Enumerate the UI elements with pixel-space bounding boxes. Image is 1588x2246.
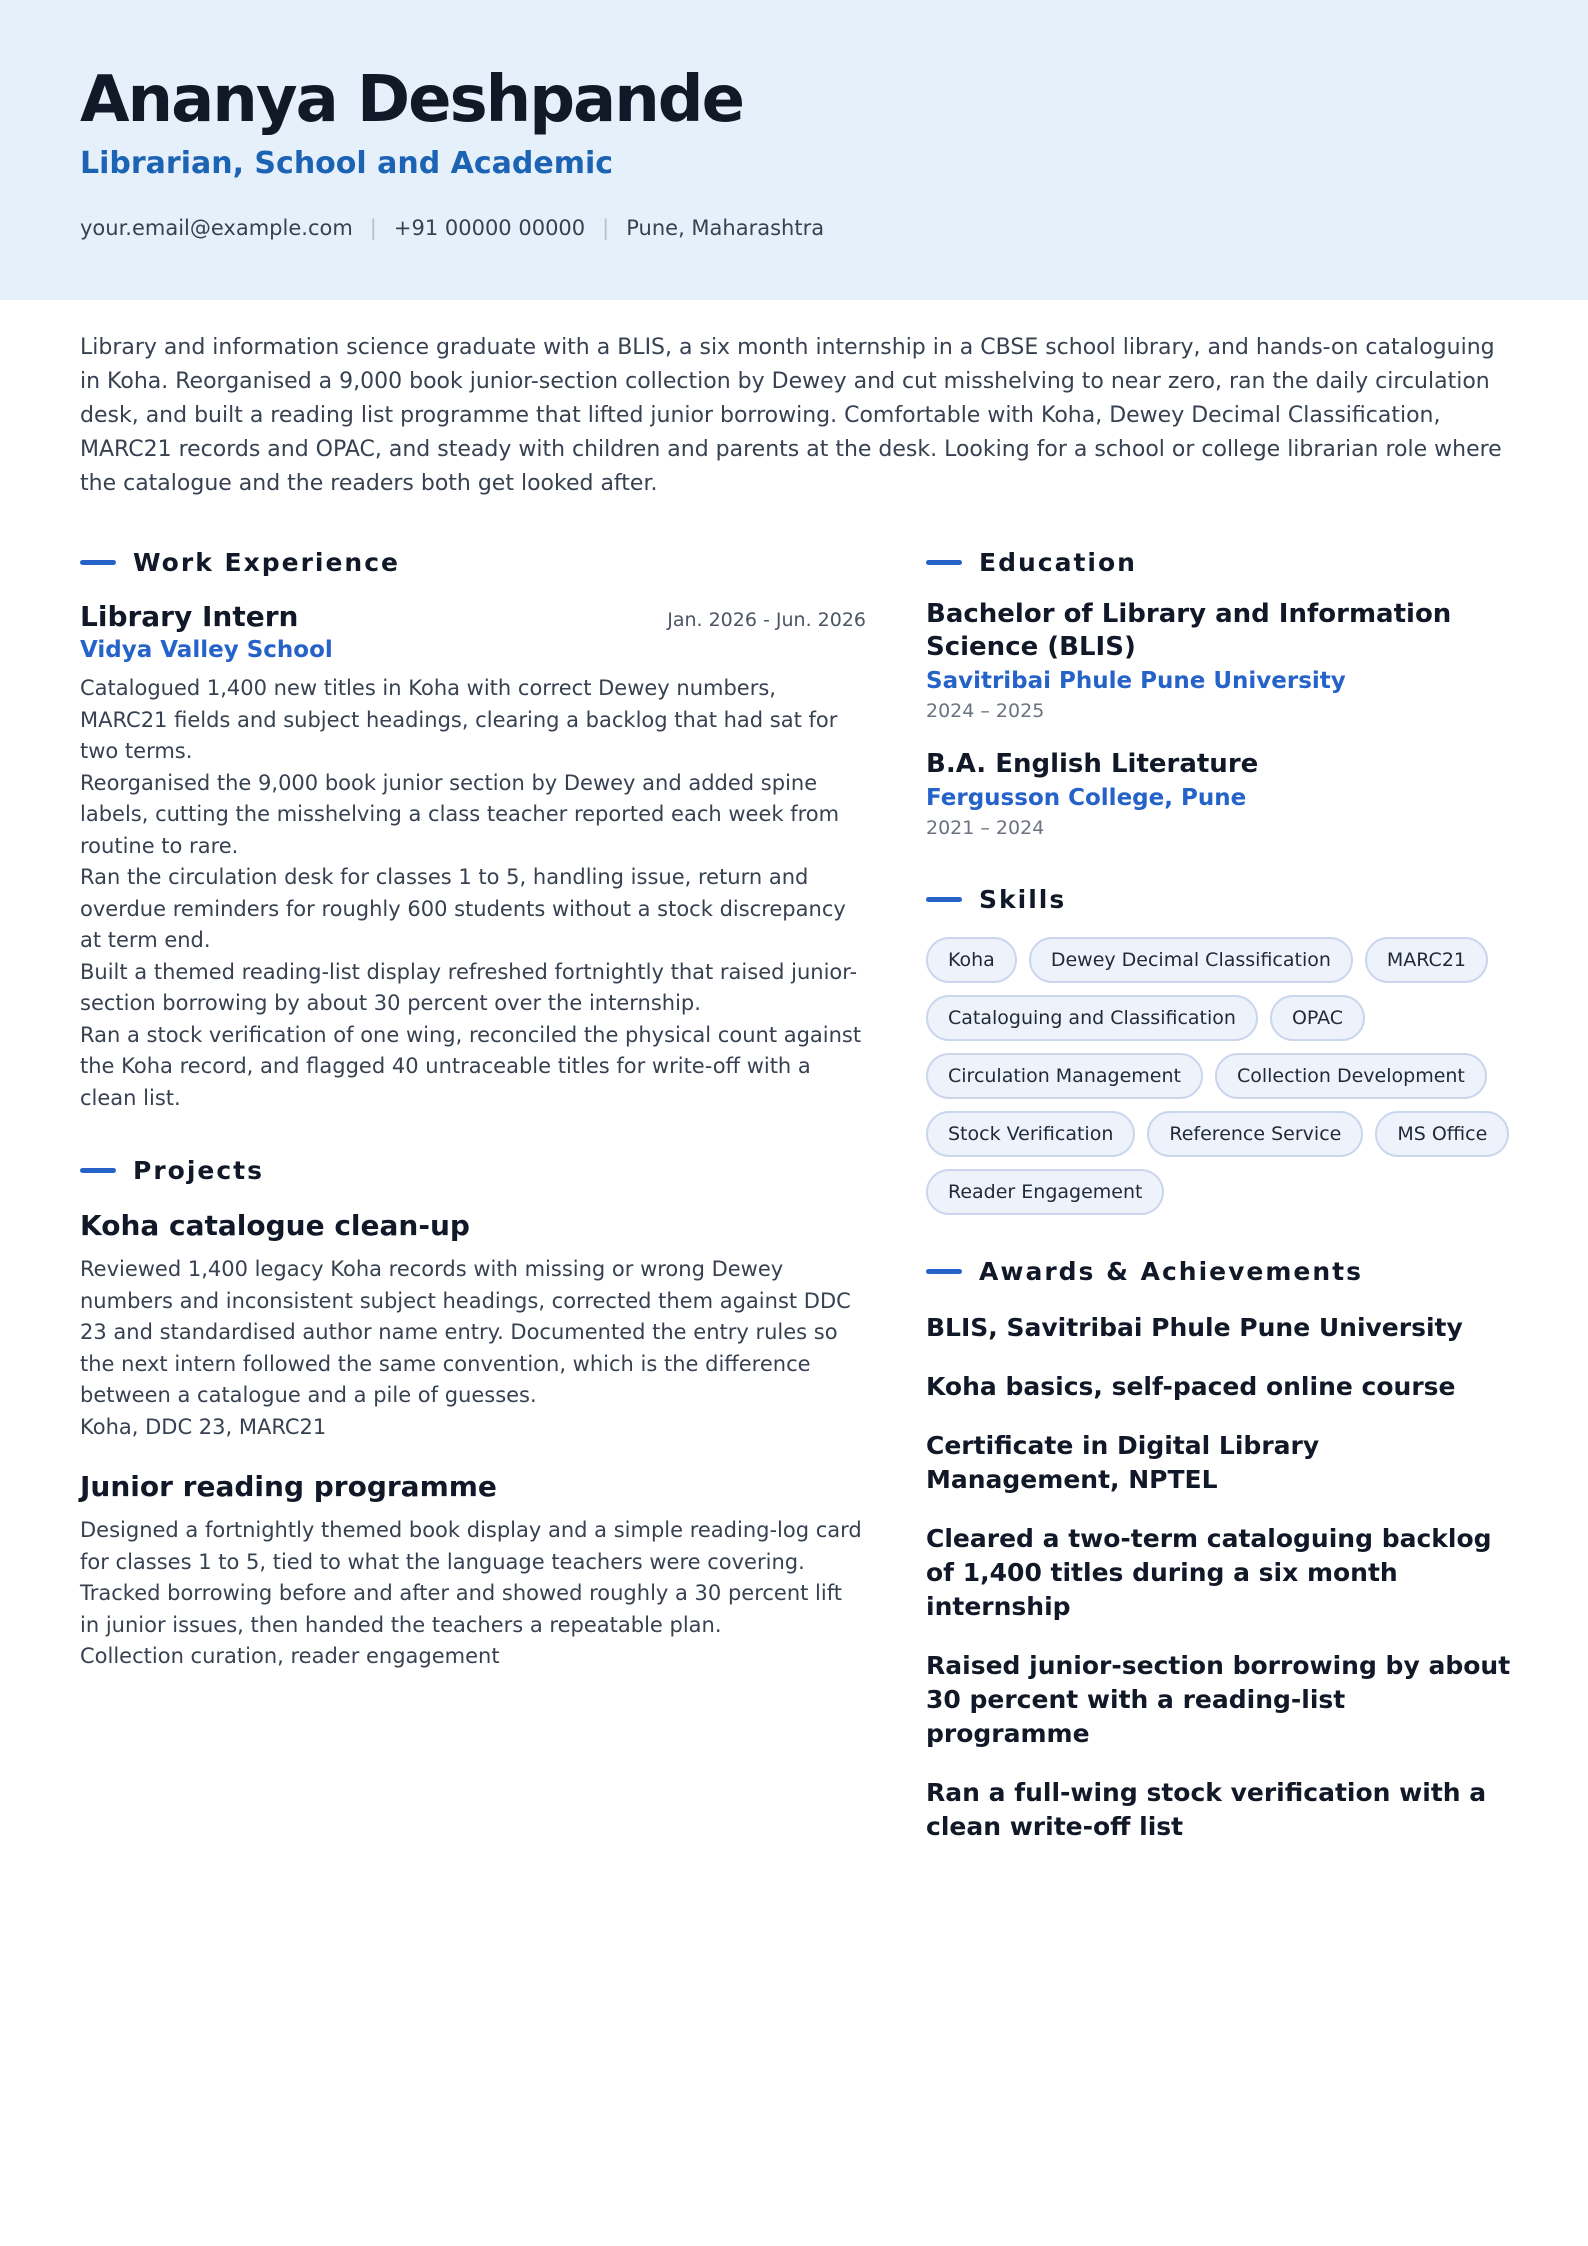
contact-line: [80, 213, 824, 243]
job-bullet: Ran the circulation desk for classes 1 to 5, handling issue, return and overdue reminders for roughly 600 students without a stock discrepancy at term end.: [80, 865, 846, 952]
section-title: Work Experience: [133, 547, 400, 577]
job-role: Library Intern: [80, 600, 299, 633]
section-header-work: [80, 540, 866, 584]
contact-separator: |: [369, 216, 377, 240]
job-bullet: Ran a stock verification of one wing, reconciled the physical count against the Koha record, and flagged 40 untraceable titles for write-off with a clean list.: [80, 1022, 862, 1110]
job-bullet: Catalogued 1,400 new titles in Koha with correct Dewey numbers, MARC21 fields and subject headings, clearing a backlog that had sat for two terms.: [80, 676, 838, 763]
education-entry: [926, 748, 1516, 843]
education-years: 2021 – 2024: [926, 817, 1045, 839]
section-title: Awards & Achievements: [979, 1256, 1364, 1286]
institution: Fergusson College, Pune: [926, 785, 1247, 811]
section-header-awards: [926, 1249, 1516, 1293]
skill-chip: Reader Engagement: [926, 1169, 1164, 1215]
job-title: Librarian, School and Academic: [80, 146, 614, 181]
job-bullets: [80, 673, 866, 1114]
skill-chip: OPAC: [1270, 995, 1365, 1041]
awards-list: [926, 1311, 1516, 1844]
skill-chip: Reference Service: [1147, 1111, 1363, 1157]
skill-chip: Collection Development: [1215, 1053, 1487, 1099]
location: Pune, Maharashtra: [626, 216, 825, 240]
section-accent-bar: [80, 1168, 116, 1173]
job-header: [80, 600, 866, 633]
section-title: Skills: [979, 884, 1067, 914]
job-organisation: Vidya Valley School: [80, 637, 333, 663]
skill-chip: Stock Verification: [926, 1111, 1135, 1157]
left-column: [80, 540, 866, 1673]
job-dates: Jan. 2026 - Jun. 2026: [667, 609, 866, 631]
skills-list: [926, 937, 1516, 1215]
section-header-skills: [926, 877, 1516, 921]
section-title: Projects: [133, 1155, 265, 1185]
contact-separator: |: [602, 216, 610, 240]
project-name: Koha catalogue clean-up: [80, 1209, 470, 1242]
award-item: Koha basics, self-paced online course: [926, 1372, 1456, 1401]
project-entry: [80, 1206, 866, 1443]
project-entry: [80, 1467, 866, 1673]
email[interactable]: your.email@example.com: [80, 216, 353, 240]
section-accent-bar: [926, 560, 962, 565]
section-accent-bar: [926, 897, 962, 902]
section-header-projects: [80, 1148, 866, 1192]
section-accent-bar: [926, 1269, 962, 1274]
degree: Bachelor of Library and Information Science (BLIS): [926, 599, 1452, 662]
section-accent-bar: [80, 560, 116, 565]
section-title: Education: [979, 547, 1137, 577]
phone[interactable]: +91 00000 00000: [393, 216, 586, 240]
award-item: Ran a full-wing stock verification with a clean write-off list: [926, 1778, 1487, 1841]
skill-chip: Dewey Decimal Classification: [1029, 937, 1353, 983]
institution: Savitribai Phule Pune University: [926, 668, 1346, 694]
award-item: BLIS, Savitribai Phule Pune University: [926, 1313, 1463, 1342]
skill-chip: Circulation Management: [926, 1053, 1203, 1099]
project-tags: Collection curation, reader engagement: [80, 1644, 500, 1668]
project-description: Designed a fortnightly themed book display and a simple reading-log card for classes 1 to 5, tied to what the language teachers were covering. Tracked borrowing before and after and showed roughly a 30 percent lift in junior issues, then handed the teachers a repeatable plan.: [80, 1518, 862, 1637]
skill-chip: Koha: [926, 937, 1017, 983]
award-item: Cleared a two-term cataloguing backlog of 1,400 titles during a six month internship: [926, 1524, 1492, 1621]
skill-chip: MS Office: [1375, 1111, 1509, 1157]
section-header-education: [926, 540, 1516, 584]
job-entry: [80, 600, 866, 1114]
award-item: Raised junior-section borrowing by about 30 percent with a reading-list programme: [926, 1651, 1511, 1748]
skill-chip: MARC21: [1365, 937, 1488, 983]
right-column: [926, 540, 1516, 1844]
header-band: [0, 0, 1588, 300]
education-years: 2024 – 2025: [926, 700, 1045, 722]
education-entry: [926, 598, 1516, 726]
summary: Library and information science graduate with a BLIS, a six month internship in a CBSE school library, and hands-on cataloguing in Koha. Reorganised a 9,000 book junior-section collection by Dewey and cut misshelving to near zero, ran the daily circulation desk, and built a reading list programme that lifted junior borrowing. Comfortable with Koha, Dewey Decimal Classification, MARC21 records and OPAC, and steady with children and parents at the desk. Looking for a school or college librarian role where the catalogue and the readers both get looked after.: [80, 335, 1502, 496]
project-name: Junior reading programme: [80, 1470, 497, 1503]
award-item: Certificate in Digital Library Management, NPTEL: [926, 1431, 1320, 1494]
degree: B.A. English Literature: [926, 749, 1259, 779]
project-description: Reviewed 1,400 legacy Koha records with missing or wrong Dewey numbers and inconsistent subject headings, corrected them against DDC 23 and standardised author name entry. Documented the entry rules so the next intern followed the same convention, which is the difference between a catalogue and a pile of guesses.: [80, 1257, 851, 1407]
project-tags: Koha, DDC 23, MARC21: [80, 1414, 327, 1439]
skill-chip: Cataloguing and Classification: [926, 995, 1258, 1041]
job-bullet: Built a themed reading-list display refreshed fortnightly that raised junior-section borrowing by about 30 percent over the internship.: [80, 959, 858, 1015]
job-bullet: Reorganised the 9,000 book junior section by Dewey and added spine labels, cutting the misshelving a class teacher reported each week from routine to rare.: [80, 770, 840, 858]
candidate-name: Ananya Deshpande: [80, 63, 743, 137]
